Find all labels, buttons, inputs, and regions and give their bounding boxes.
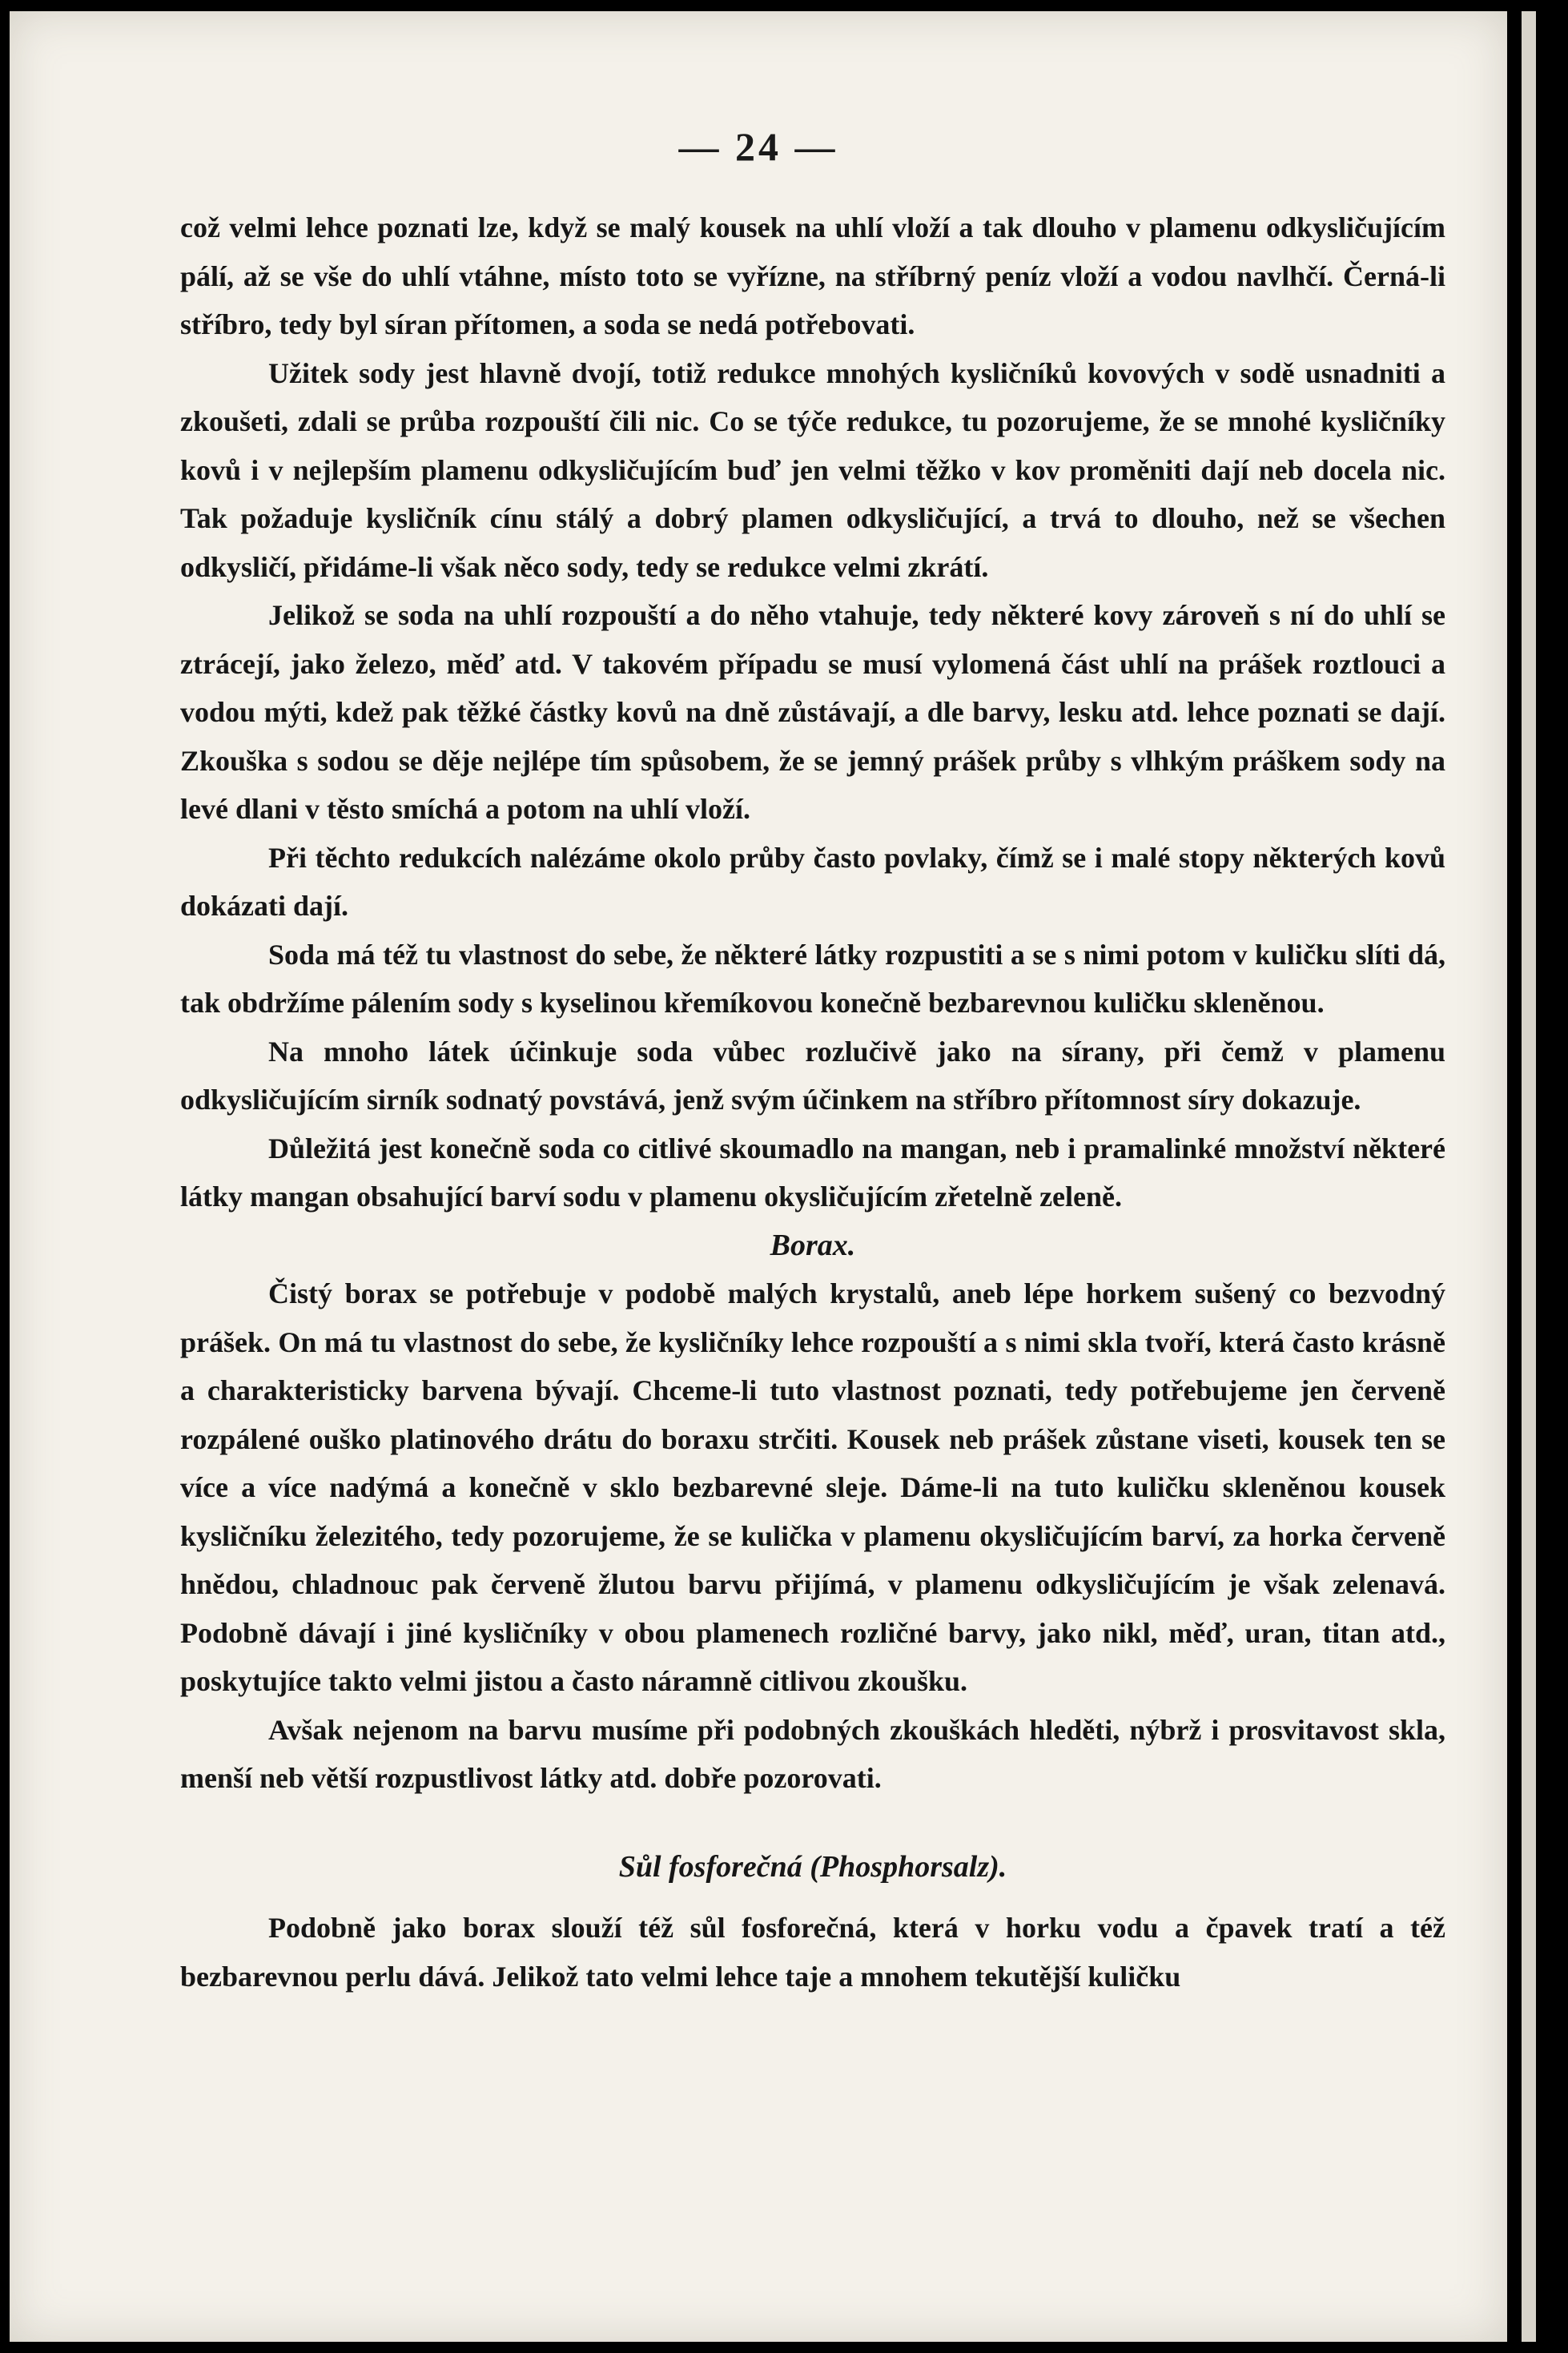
page-text (180, 203, 1445, 2001)
paragraph: Avšak nejenom na barvu musíme při podobných zkouškách hleděti, nýbrž i prosvitavost skla, menší neb větší rozpustlivost látky atd. dobře pozorovati. (180, 1713, 1445, 1794)
page-edge (1522, 11, 1536, 2342)
paragraph: Důležitá jest konečně soda co citlivé skoumadlo na mangan, neb i pramalinké množství některé látky mangan obsahující barví sodu v plamenu okysličujícím zřetelně zeleně. (180, 1132, 1445, 1213)
paragraph: Užitek sody jest hlavně dvojí, totiž redukce mnohých kysličníků kovových v sodě usnadniti a zkoušeti, zdali se průba rozpouští čili nic. Co se týče redukce, tu pozorujeme, že se mnohé kysličníky kovů i v nejlepším plamenu odkysličujícím buď jen velmi těžko v kov proměniti dají neb docela nic. Tak požaduje kysličník cínu stálý a dobrý plamen odkysličující, a trvá to dlouho, než se všechen odkysličí, přidáme-li však něco sody, tedy se redukce velmi zkrátí. (180, 356, 1445, 583)
book-page (10, 11, 1507, 2342)
paragraph: což velmi lehce poznati lze, když se malý kousek na uhlí vloží a tak dlouho v plamenu odkysličujícím pálí, až se vše do uhlí vtáhne, místo toto se vyřízne, na stříbrný peníz vloží a vodou navlhčí. Černá-li stříbro, tedy byl síran přítomen, a soda se nedá potřebovati. (180, 211, 1445, 340)
paragraph: Podobně jako borax slouží též sůl fosforečná, která v horku vodu a čpavek tratí a též bezbarevnou perlu dává. Jelikož tato velmi lehce taje a mnohem tekutější kuličku (180, 1912, 1445, 1993)
heading-phosphor-salt: Sůl fosforečná (Phosphorsalz). (618, 1849, 1007, 1884)
paragraph: Soda má též tu vlastnost do sebe, že některé látky rozpustiti a se s nimi potom v kuličku slíti dá, tak obdržíme pálením sody s kyselinou křemíkovou konečně bezbarevnou kuličku skleněnou. (180, 938, 1445, 1019)
paragraph: Jelikož se soda na uhlí rozpouští a do něho vtahuje, tedy některé kovy zároveň s ní do uhlí se ztrácejí, jako železo, měď atd. V takovém případu se musí vylomená část uhlí na prášek roztlouci a vodou mýti, kdež pak těžké částky kovů na dně zůstávají, a dle barvy, lesku atd. lehce poznati se dají. Zkouška s sodou se děje nejlépe tím spůsobem, že se jemný prášek průby s vlhkým práškem sody na levé dlani v těsto smíchá a potom na uhlí vloží. (180, 599, 1445, 825)
paragraph: Na mnoho látek účinkuje soda vůbec rozlučivě jako na sírany, při čemž v plamenu odkysličujícím sirník sodnatý povstává, jenž svým účinkem na stříbro přítomnost síry dokazuje. (180, 1035, 1445, 1116)
paragraph: Při těchto redukcích nalézáme okolo průby často povlaky, čímž se i malé stopy některých kovů dokázati dají. (180, 841, 1445, 922)
page-number: — 24 — (678, 124, 838, 169)
heading-borax: Borax. (770, 1228, 856, 1262)
paragraph: Čistý borax se potřebuje v podobě malých krystalů, aneb lépe horkem sušený co bezvodný prášek. On má tu vlastnost do sebe, že kysličníky lehce rozpouští a s nimi skla tvoří, která často krásně a charakteristicky barvena bývají. Chceme-li tuto vlastnost poznati, tedy potřebujeme jen červeně rozpálené ouško platinového drátu do boraxu strčiti. Kousek neb prášek zůstane viseti, kousek ten se více a více nadýmá a konečně v sklo bezbarevné sleje. Dáme-li na tuto kuličku skleněnou kousek kysličníku železitého, tedy pozorujeme, že se kulička v plamenu okysličujícím barví, za horka červeně hnědou, chladnouc pak červeně žlutou barvu přijímá, v plamenu odkysličujícím je však zelenavá. Podobně dávají i jiné kysličníky v obou plamenech rozličné barvy, jako nikl, měď, uran, titan atd., poskytujíce takto velmi jistou a často náramně citlivou zkoušku. (180, 1277, 1445, 1697)
